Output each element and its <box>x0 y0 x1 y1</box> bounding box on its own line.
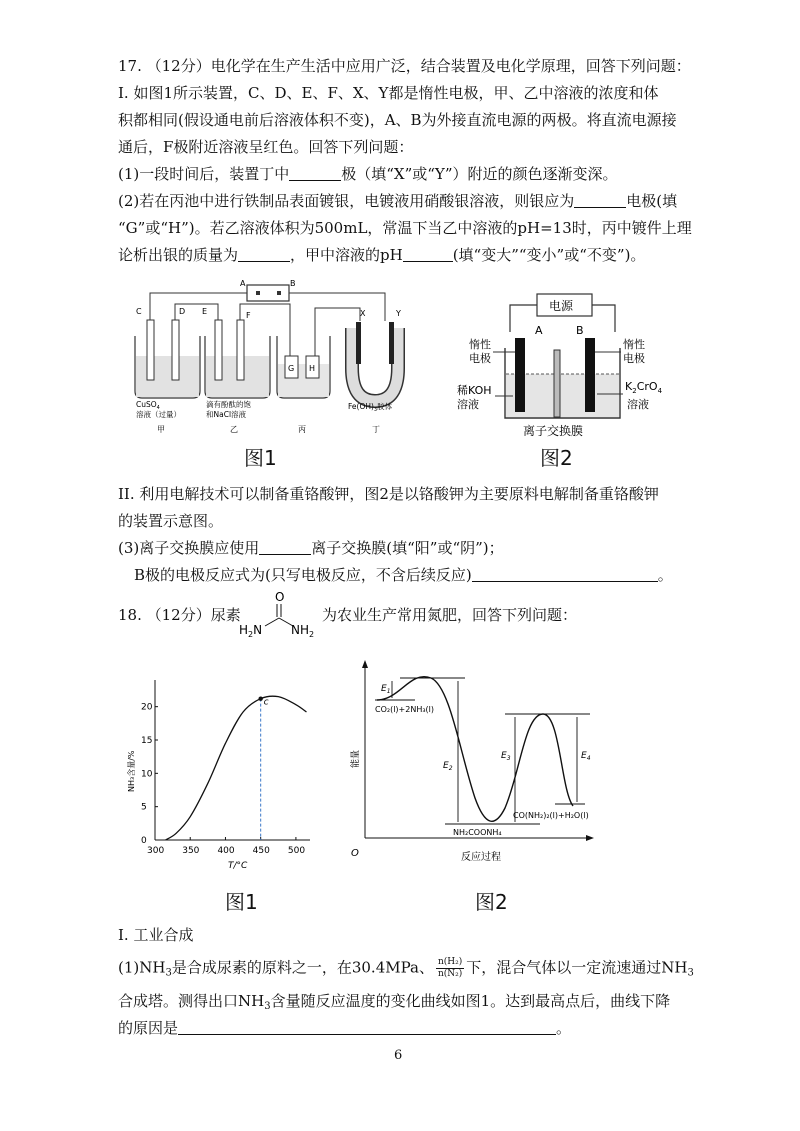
y-axis-arrow <box>362 660 368 668</box>
power-terminal-a <box>256 291 260 295</box>
e3-label: $E_3$ <box>501 751 511 762</box>
label-a: A <box>240 279 246 288</box>
name-bing: 丙 <box>298 425 306 434</box>
origin-label: O <box>351 848 359 859</box>
label-c: C <box>136 307 142 316</box>
subscript: 3 <box>165 967 172 979</box>
q17-part1-line3: 通后，F极附近溶液呈红色。回答下列问题： <box>118 138 414 156</box>
q18-header <box>118 605 241 625</box>
k2cro4-l1: $K_2CrO_4$ <box>625 380 663 395</box>
e2-label: $E_2$ <box>443 761 453 772</box>
y-tick-label: 20 <box>141 702 153 713</box>
q17-header: 17. （12分）电化学在生产生活中应用广泛，结合装置及电化学原理，回答下列问题： <box>118 57 691 75</box>
inert-right-l2: 电极 <box>623 352 645 365</box>
ratio-denominator: n(N₂) <box>437 969 463 979</box>
q17-q3-text-a: (3)离子交换膜应使用 <box>118 539 260 557</box>
electrode-e <box>215 320 222 380</box>
q18-text-b: 为农业生产常用氮肥，回答下列问题： <box>322 606 578 624</box>
q17-part1-line1: I. 如图1所示装置，C、D、E、F、X、Y都是惰性电极，甲、乙中溶液的浓度和体 <box>118 84 659 102</box>
wire <box>510 305 537 332</box>
intermediate-label: NH₂COONH₄ <box>453 828 502 837</box>
y-tick-label: 0 <box>141 836 147 846</box>
q17-part2-line2: 的装置示意图。 <box>118 512 224 530</box>
fig17-2-caption: 图2 <box>540 446 573 470</box>
power-label: 电源 <box>549 299 574 313</box>
membrane-label: 离子交换膜 <box>523 424 584 438</box>
inert-left-l2: 电极 <box>469 352 491 365</box>
q18-q1-end: 。 <box>556 1019 572 1037</box>
electrode-y <box>389 322 394 364</box>
label-x: X <box>360 309 366 318</box>
dichromate-electrolysis-figure <box>455 290 690 440</box>
max-point-marker <box>258 696 262 700</box>
inert-right-l1: 惰性 <box>623 338 645 351</box>
urea-structure <box>238 590 320 640</box>
q17-q2-text-a: (2)若在丙池中进行铁制品表面镀银，电镀液用硝酸银溶液，则银应为 <box>118 192 575 210</box>
answer-blank[interactable] <box>259 540 311 555</box>
subscript: 3 <box>687 967 694 979</box>
label-e: E <box>202 307 208 316</box>
q17-part2-line1: II. 利用电解技术可以制备重铬酸钾，图2是以铬酸钾为主要原料电解制备重铬酸钾 <box>118 485 659 503</box>
wire <box>289 293 385 321</box>
q17-q1 <box>118 164 618 184</box>
electrode-d <box>172 320 179 380</box>
q18-q1-text-a: (1)NH <box>118 958 166 977</box>
energy-profile-diagram <box>345 658 595 870</box>
q17-q3-end: 。 <box>657 566 673 584</box>
q17-q3-text-c: B极的电极反应式为(只写电极反应，不含后续反应) <box>134 566 472 584</box>
q18-q1-text-d: 合成塔。测得出口NH <box>118 992 265 1010</box>
energy-curve <box>377 677 573 822</box>
q18-q1-text-f: 的原因是 <box>118 1019 179 1037</box>
name-ding: 丁 <box>372 425 380 434</box>
label-f: F <box>246 311 251 320</box>
h2-n2-ratio <box>436 957 464 980</box>
q17-q3-text-b: 离子交换膜(填“阳”或“阴”)； <box>311 539 504 557</box>
ion-exchange-membrane <box>554 350 560 417</box>
answer-blank[interactable] <box>403 247 453 262</box>
label-h: H <box>309 364 316 373</box>
q17-q2-text-c: 论析出银的质量为 <box>118 246 239 264</box>
urea-left-group: $H_2N$ <box>239 623 263 639</box>
x-axis-arrow <box>586 835 594 841</box>
x-tick-label: 500 <box>287 846 306 856</box>
electrode-c <box>147 320 154 380</box>
label-g: G <box>288 364 295 373</box>
k2cro4-l2: 溶液 <box>627 398 649 411</box>
q18-q1-line3 <box>118 1018 571 1038</box>
q17-q2-line3 <box>118 245 645 265</box>
name-jia: 甲 <box>157 425 165 434</box>
koh-l1: 稀KOH <box>457 384 492 397</box>
q18-part1: I. 工业合成 <box>118 926 194 944</box>
x-tick-label: 350 <box>182 846 200 856</box>
q18-q1-text-b: 是合成尿素的原料之一，在30.4MPa、 <box>171 958 434 977</box>
label-cuso4-excess: 溶液（过量） <box>136 410 181 419</box>
power-terminal-b <box>277 291 281 295</box>
label-nacl-l2: 和NaCl溶液 <box>206 410 247 419</box>
label-b: B <box>576 324 584 337</box>
q17-part1-line2: 积都相同(假设通电前后溶液体积不变)，A、B为外接直流电源的两极。将直流电源接 <box>118 111 677 129</box>
label-feoh3: $Fe(OH)_3$胶体 <box>348 402 393 413</box>
x-axis-label: T/°C <box>228 861 248 871</box>
fig18-2-caption: 图2 <box>475 890 508 914</box>
koh-l2: 溶液 <box>457 398 479 411</box>
q18-q1-line1 <box>118 957 694 984</box>
y-tick-label: 15 <box>141 736 153 746</box>
electrode-x <box>356 322 361 364</box>
page-number: 6 <box>394 1048 403 1063</box>
urea-oxygen: O <box>275 590 285 604</box>
x-axis-label: 反应过程 <box>461 852 501 863</box>
series-line <box>166 696 307 840</box>
wire <box>150 293 247 321</box>
reactant-label: CO₂(l)+2NH₃(l) <box>375 705 435 714</box>
power-source-box <box>247 285 289 301</box>
e1-label: $E_1$ <box>381 684 391 695</box>
electrolysis-apparatus-figure <box>130 276 430 436</box>
q17-q2-text-e: (填“变大”“变小”或“不变”)。 <box>452 246 646 264</box>
q17-q2-line1 <box>118 191 677 211</box>
label-d: D <box>179 307 186 316</box>
q17-q3 <box>118 538 504 558</box>
x-tick-label: 300 <box>147 846 165 856</box>
fig17-1-caption: 图1 <box>244 446 277 470</box>
q17-q2-text-d: ，甲中溶液的pH <box>290 246 403 264</box>
x-tick-label: 450 <box>252 846 270 856</box>
y-tick-label: 5 <box>141 802 147 813</box>
x-tick-label: 400 <box>217 846 235 856</box>
max-point-label: c <box>263 697 269 708</box>
y-axis-label: 能量 <box>351 749 361 768</box>
inert-left-l1: 惰性 <box>469 338 491 351</box>
y-axis-label: NH₃含量/% <box>127 750 136 792</box>
q17-q2-line2: “G”或“H”)。若乙溶液体积为500mL，常温下当乙中溶液的pH=13时，丙中镀件上理 <box>118 219 692 237</box>
solution-jia <box>136 356 199 397</box>
q17-q1-text-a: (1)一段时间后，装置丁中 <box>118 165 290 183</box>
nh3-content-chart <box>127 672 320 884</box>
answer-blank[interactable] <box>178 1020 556 1035</box>
ratio-numerator: n(H₂) <box>436 957 464 969</box>
label-nacl-l1: 滴有酚酞的饱 <box>206 400 251 409</box>
q17-q3-line2 <box>134 565 673 585</box>
product-label: CO(NH₂)₂(l)+H₂O(l) <box>513 811 589 820</box>
electrode-a <box>515 338 525 412</box>
q18-text-a: 18. （12分）尿素 <box>118 606 241 624</box>
q17-q2-text-b: 电极(填 <box>626 192 678 210</box>
electrode-f <box>237 320 244 380</box>
q18-q1-line2 <box>118 991 670 1017</box>
label-b: B <box>290 279 296 288</box>
label-cuso4: CuSO$_4$ <box>136 400 160 411</box>
electrode-b <box>585 338 595 412</box>
urea-right-group: $NH_2$ <box>291 623 315 639</box>
answer-blank[interactable] <box>289 166 341 181</box>
q17-q1-text-b: 极（填“X”或“Y”）附近的颜色逐渐变深。 <box>341 165 618 183</box>
fig18-1-caption: 图1 <box>225 890 258 914</box>
label-y: Y <box>396 309 401 318</box>
y-tick-label: 10 <box>141 769 153 780</box>
subscript: 3 <box>264 1001 271 1012</box>
e4-label: $E_4$ <box>581 751 591 762</box>
q18-q1-text-e: 含量随反应温度的变化曲线如图1。达到最高点后，曲线下降 <box>270 992 671 1010</box>
wire <box>592 305 615 332</box>
name-yi: 乙 <box>230 425 238 434</box>
q18-q1-text-c: 下，混合气体以一定流速通过NH <box>466 958 688 977</box>
answer-blank[interactable] <box>472 567 658 582</box>
answer-blank[interactable] <box>574 193 626 208</box>
answer-blank[interactable] <box>238 247 290 262</box>
label-a: A <box>535 324 543 337</box>
